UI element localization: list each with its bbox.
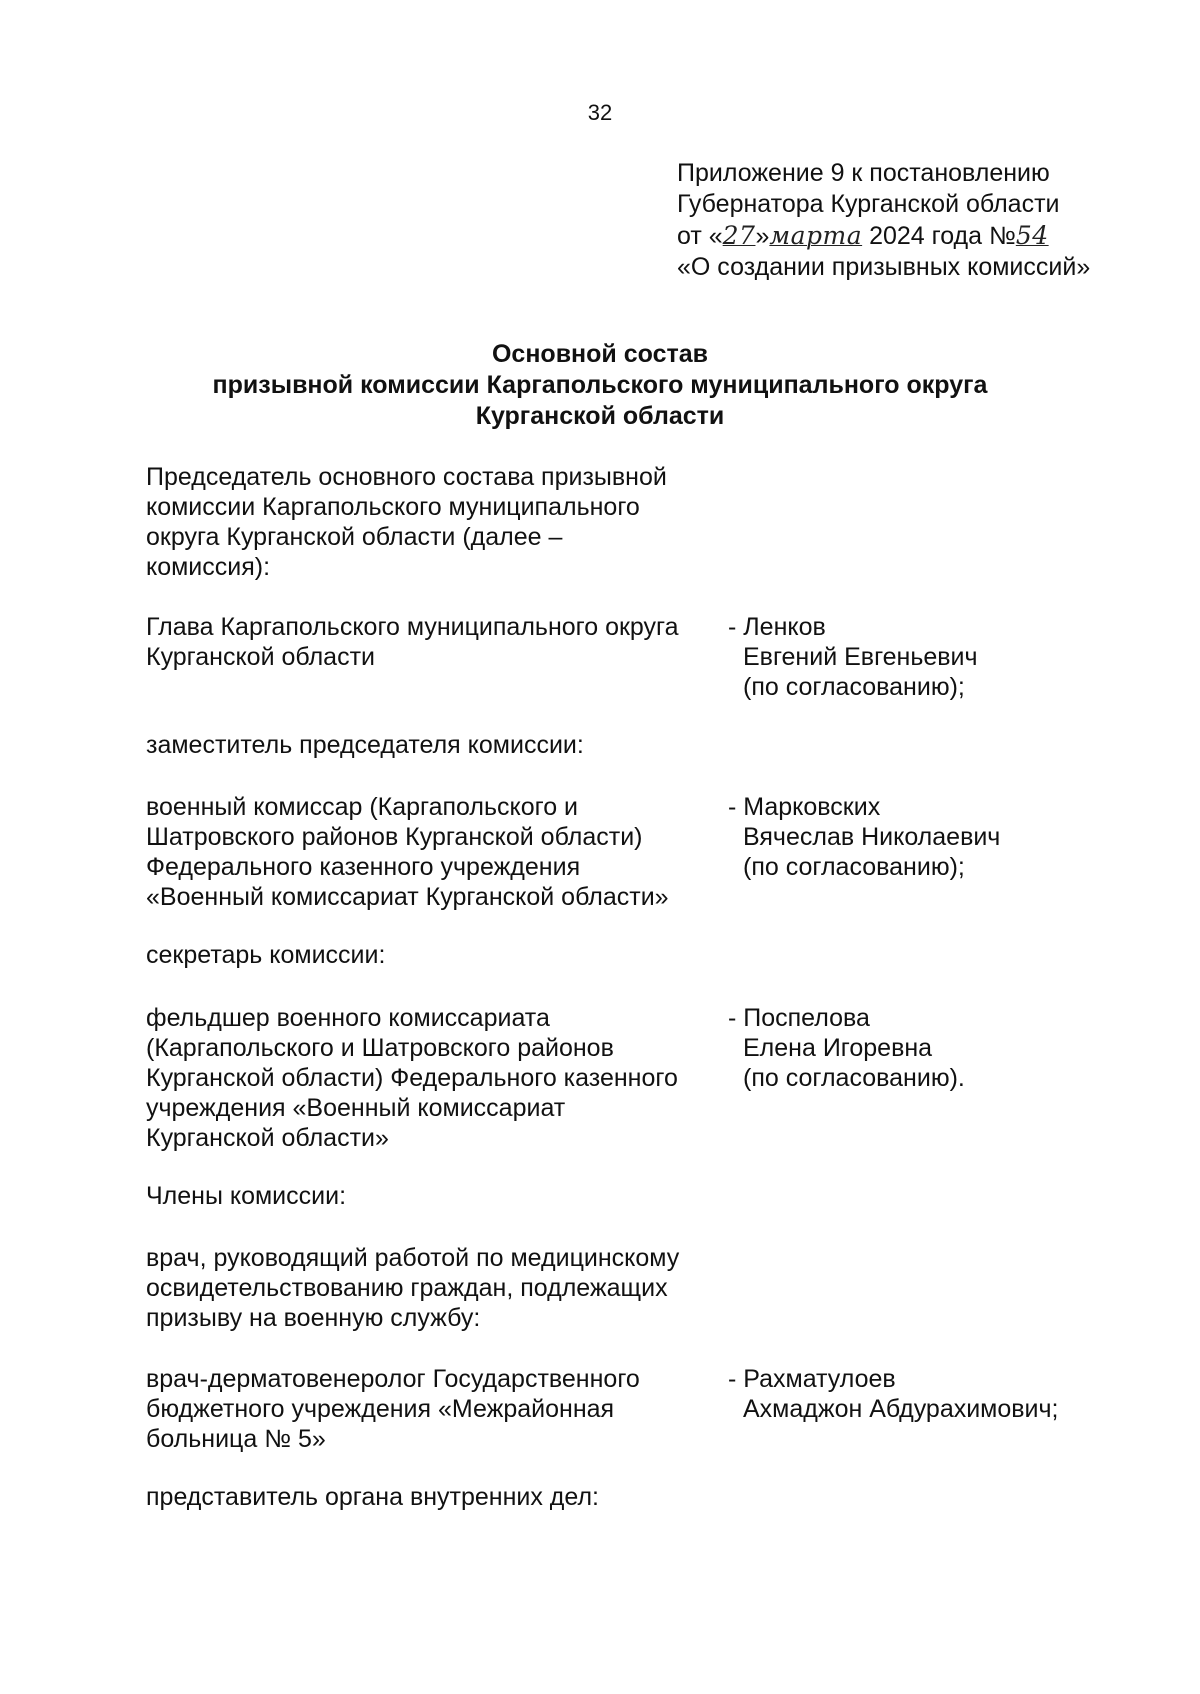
entry-position-doctor bbox=[146, 1364, 716, 1454]
position-line: Шатровского районов Курганской области) bbox=[146, 823, 643, 851]
doctor-header bbox=[146, 1243, 679, 1333]
secretary-header: секретарь комиссии: bbox=[146, 941, 386, 969]
position-line: (Каргапольского и Шатровского районов bbox=[146, 1034, 614, 1062]
title-line-1: Основной состав bbox=[491, 340, 709, 368]
doctor-header-line: врач, руководящий работой по медицинскому bbox=[146, 1244, 680, 1272]
entry-person-doctor bbox=[728, 1364, 1168, 1424]
entry-position-chairman bbox=[146, 612, 716, 672]
position-line: военный комиссар (Каргапольского и bbox=[146, 793, 579, 821]
appendix-block bbox=[677, 158, 1177, 283]
position-line: Федерального казенного учреждения bbox=[146, 853, 581, 881]
entry-position-secretary bbox=[146, 1003, 716, 1153]
person-note: (по согласованию). bbox=[743, 1064, 965, 1092]
title-line-2: призывной комиссии Каргапольского муниципального округа bbox=[212, 371, 988, 399]
position-line: Курганской области» bbox=[146, 1124, 389, 1152]
position-line: больница № 5» bbox=[146, 1425, 326, 1453]
members-header: Члены комиссии: bbox=[146, 1182, 347, 1210]
position-line: врач-дерматовенеролог Государственного bbox=[146, 1365, 640, 1393]
person-surname: - Марковских bbox=[728, 793, 881, 821]
person-surname: - Рахматулоев bbox=[728, 1365, 896, 1393]
handwritten-month: марта bbox=[769, 221, 863, 250]
handwritten-day: 27 bbox=[722, 221, 756, 250]
person-name: Вячеслав Николаевич bbox=[743, 823, 1001, 851]
appendix-line-4: «О создании призывных комиссий» bbox=[677, 253, 1091, 281]
doctor-header-line: призыву на военную службу: bbox=[146, 1304, 481, 1332]
person-note: (по согласованию); bbox=[743, 853, 965, 881]
document-title bbox=[0, 339, 1200, 432]
position-line: Курганской области bbox=[146, 643, 376, 671]
appendix-line-3 bbox=[677, 220, 1177, 252]
entry-person-secretary bbox=[728, 1003, 1168, 1093]
appendix-date-mid: » bbox=[755, 222, 770, 250]
chairman-header bbox=[146, 462, 667, 582]
handwritten-number: 54 bbox=[1015, 221, 1049, 250]
appendix-line-2: Губернатора Курганской области bbox=[677, 190, 1060, 218]
person-surname: - Ленков bbox=[728, 613, 826, 641]
doctor-header-line: освидетельствованию граждан, подлежащих bbox=[146, 1274, 668, 1302]
person-name: Ахмаджон Абдурахимович; bbox=[743, 1395, 1059, 1423]
title-line-3: Курганской области bbox=[475, 402, 725, 430]
page-number: 32 bbox=[587, 100, 613, 125]
person-name: Елена Игоревна bbox=[743, 1034, 933, 1062]
person-name: Евгений Евгеньевич bbox=[743, 643, 978, 671]
chairman-header-line-4: комиссия): bbox=[146, 553, 271, 581]
position-line: Глава Каргапольского муниципального округа bbox=[146, 613, 679, 641]
entry-person-deputy bbox=[728, 792, 1168, 882]
entry-person-chairman bbox=[728, 612, 1168, 702]
appendix-date-prefix: от « bbox=[677, 222, 723, 250]
position-line: учреждения «Военный комиссариат bbox=[146, 1094, 566, 1122]
person-surname: - Поспелова bbox=[728, 1004, 870, 1032]
position-line: Курганской области) Федерального казенного bbox=[146, 1064, 678, 1092]
appendix-year: 2024 года № bbox=[862, 222, 1016, 250]
deputy-header: заместитель председателя комиссии: bbox=[146, 731, 584, 759]
position-line: «Военный комиссариат Курганской области» bbox=[146, 883, 669, 911]
appendix-line-1: Приложение 9 к постановлению bbox=[677, 159, 1050, 187]
chairman-header-line-2: комиссии Каргапольского муниципального bbox=[146, 493, 640, 521]
chairman-header-line-1: Председатель основного состава призывной bbox=[146, 463, 667, 491]
entry-position-deputy bbox=[146, 792, 716, 912]
police-header: представитель органа внутренних дел: bbox=[146, 1483, 600, 1511]
chairman-header-line-3: округа Курганской области (далее – bbox=[146, 523, 563, 551]
position-line: фельдшер военного комиссариата bbox=[146, 1004, 550, 1032]
position-line: бюджетного учреждения «Межрайонная bbox=[146, 1395, 615, 1423]
person-note: (по согласованию); bbox=[743, 673, 965, 701]
